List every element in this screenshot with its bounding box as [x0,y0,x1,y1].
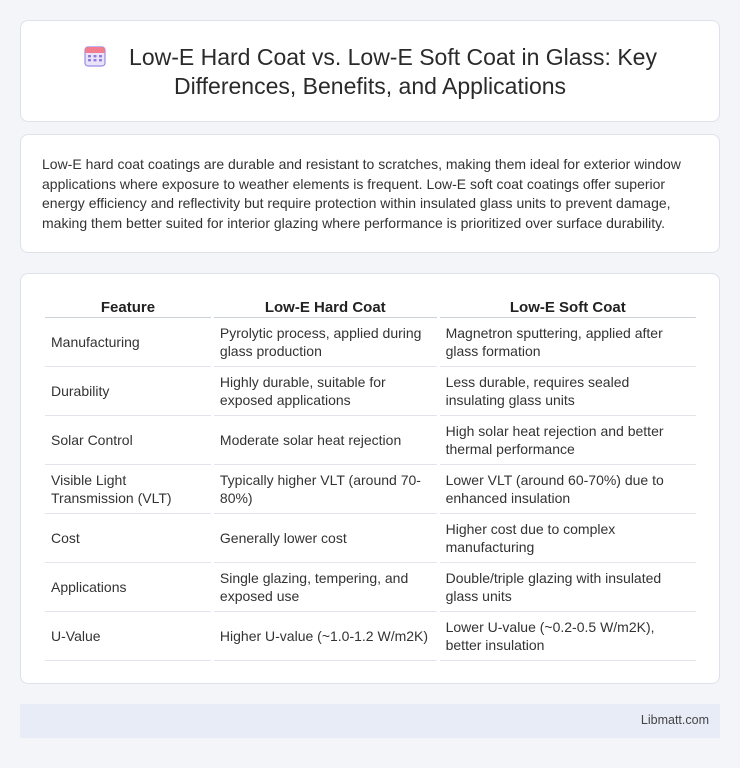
soft-coat-cell: Higher cost due to complex manufacturing [440,514,696,563]
feature-cell: Manufacturing [45,318,211,367]
calendar-icon [83,44,107,68]
page-title [41,43,699,101]
soft-coat-cell: Magnetron sputtering, applied after glass formation [440,318,696,367]
soft-coat-cell: Lower VLT (around 60-70%) due to enhanced insulation [440,465,696,514]
hard-coat-cell: Generally lower cost [214,514,437,563]
page-title-text: Low-E Hard Coat vs. Low-E Soft Coat in Glass: Key Differences, Benefits, and Applications [129,44,657,99]
comparison-table [42,296,699,661]
comparison-table-card [20,273,720,684]
soft-coat-cell: Double/triple glazing with insulated glass units [440,563,696,612]
soft-coat-cell: Less durable, requires sealed insulating glass units [440,367,696,416]
hard-coat-cell: Pyrolytic process, applied during glass production [214,318,437,367]
feature-cell: Durability [45,367,211,416]
hard-coat-cell: Higher U-value (~1.0-1.2 W/m2K) [214,612,437,661]
header-soft-coat: Low-E Soft Coat [440,296,696,318]
footer-brand[interactable]: Libmatt.com [640,713,709,727]
intro-card [20,134,720,253]
soft-coat-cell: Lower U-value (~0.2-0.5 W/m2K), better insulation [440,612,696,661]
feature-cell: Visible Light Transmission (VLT) [45,465,211,514]
table-row [45,514,696,563]
table-row [45,612,696,661]
table-header-row [45,296,696,318]
hard-coat-cell: Single glazing, tempering, and exposed use [214,563,437,612]
table-row [45,563,696,612]
hard-coat-cell: Highly durable, suitable for exposed applications [214,367,437,416]
table-row [45,318,696,367]
header-hard-coat: Low-E Hard Coat [214,296,437,318]
intro-paragraph: Low-E hard coat coatings are durable and resistant to scratches, making them ideal for exterior window applications where exposure to weather elements is frequent. Low-E soft coat coatings offer superior energy efficiency and reflectivity but require protection within insulated glass units to prevent damage, making them better suited for interior glazing where performance is prioritized over surface durability. [42,156,681,231]
table-row [45,416,696,465]
table-row [45,465,696,514]
footer-bar [20,704,720,738]
table-row [45,367,696,416]
hard-coat-cell: Moderate solar heat rejection [214,416,437,465]
feature-cell: U-Value [45,612,211,661]
soft-coat-cell: High solar heat rejection and better thermal performance [440,416,696,465]
title-card [20,20,720,122]
hard-coat-cell: Typically higher VLT (around 70-80%) [214,465,437,514]
feature-cell: Solar Control [45,416,211,465]
feature-cell: Cost [45,514,211,563]
header-feature: Feature [45,296,211,318]
feature-cell: Applications [45,563,211,612]
